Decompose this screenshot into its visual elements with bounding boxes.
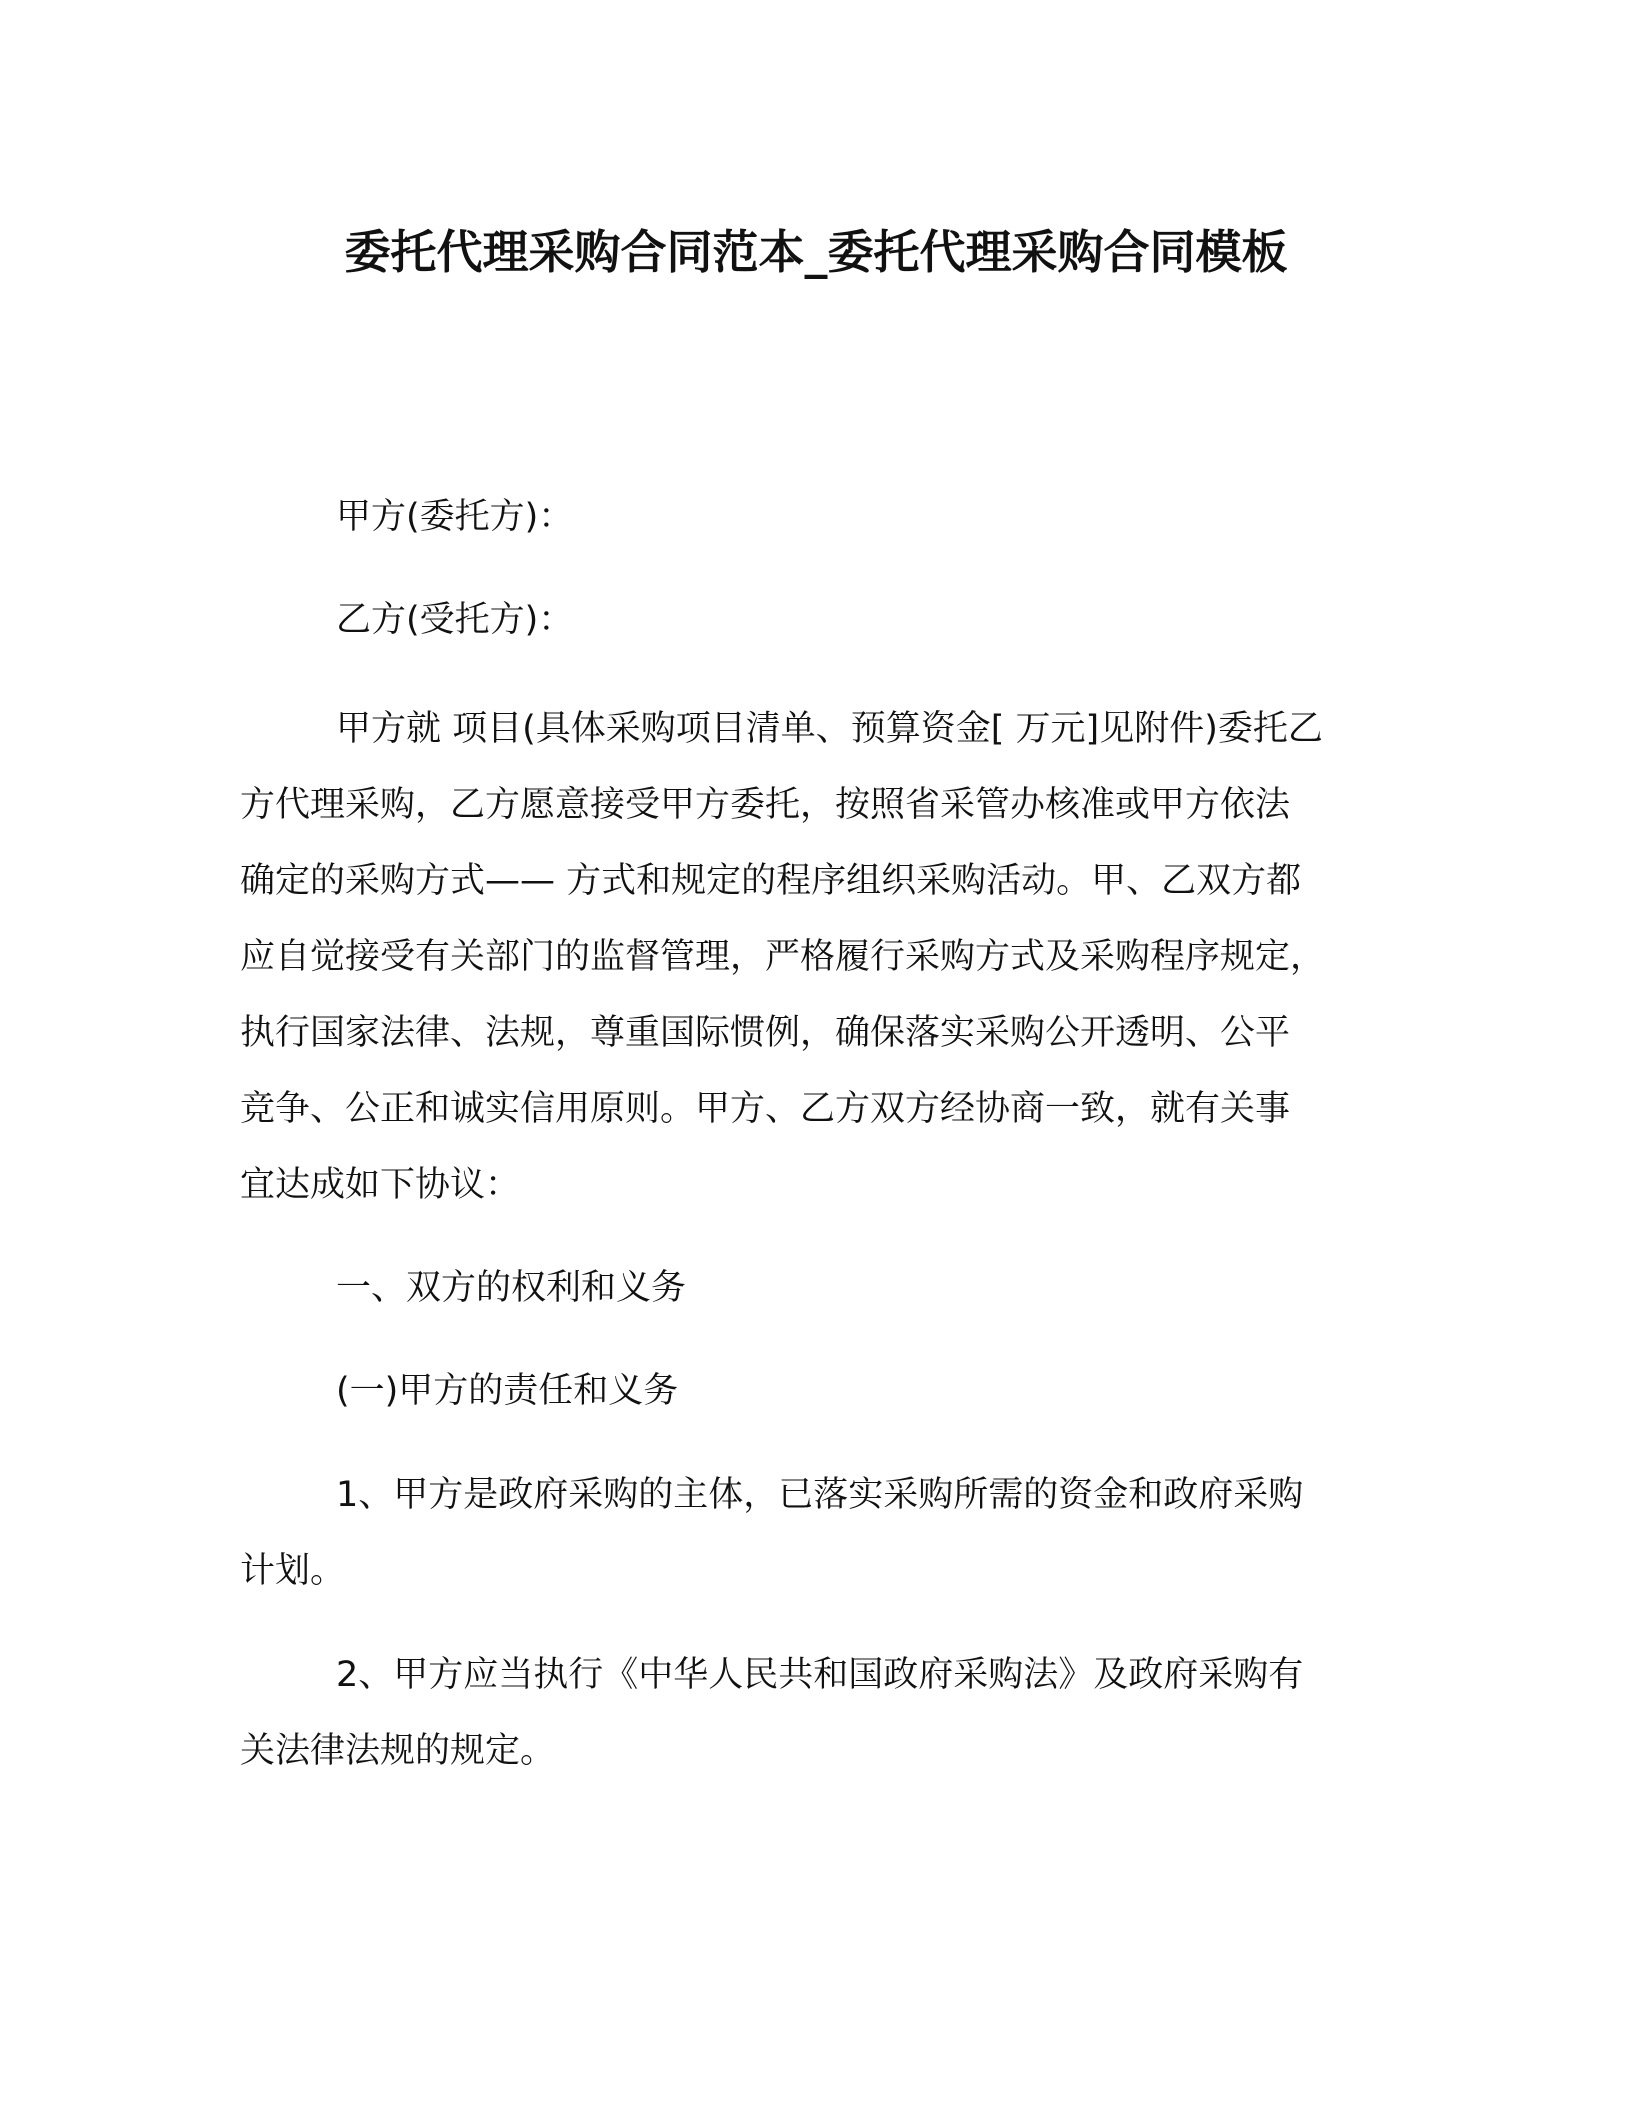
paragraph-line: 确定的采购方式—— 方式和规定的程序组织采购活动。甲、乙双方都 [240,861,1302,901]
paragraph-line: 应自觉接受有关部门的监督管理，严格履行采购方式及采购程序规定， [240,937,1326,977]
paragraph-line: 方代理采购，乙方愿意接受甲方委托，按照省采管办核准或甲方依法 [240,785,1291,825]
party-b-label: 乙方(受托方)： [336,600,574,640]
subsection-heading: (一)甲方的责任和义务 [336,1371,679,1411]
party-a-label: 甲方(委托方)： [336,497,574,537]
paragraph-line: 宜达成如下协议： [240,1165,521,1205]
section-heading: 一、双方的权利和义务 [336,1268,687,1308]
paragraph-line: 1、甲方是政府采购的主体，已落实采购所需的资金和政府采购 [336,1475,1304,1515]
paragraph-line: 2、甲方应当执行《中华人民共和国政府采购法》及政府采购有 [336,1655,1304,1695]
paragraph-line: 计划。 [240,1551,346,1591]
paragraph-line: 关法律法规的规定。 [240,1731,556,1771]
paragraph-line: 竞争、公正和诚实信用原则。甲方、乙方双方经协商一致，就有关事 [240,1089,1291,1129]
paragraph-line: 甲方就 项目(具体采购项目清单、预算资金[ 万元]见附件)委托乙 [336,709,1323,749]
paragraph-line: 执行国家法律、法规，尊重国际惯例，确保落实采购公开透明、公平 [240,1013,1291,1053]
document-title: 委托代理采购合同范本_委托代理采购合同模板 [344,225,1288,279]
